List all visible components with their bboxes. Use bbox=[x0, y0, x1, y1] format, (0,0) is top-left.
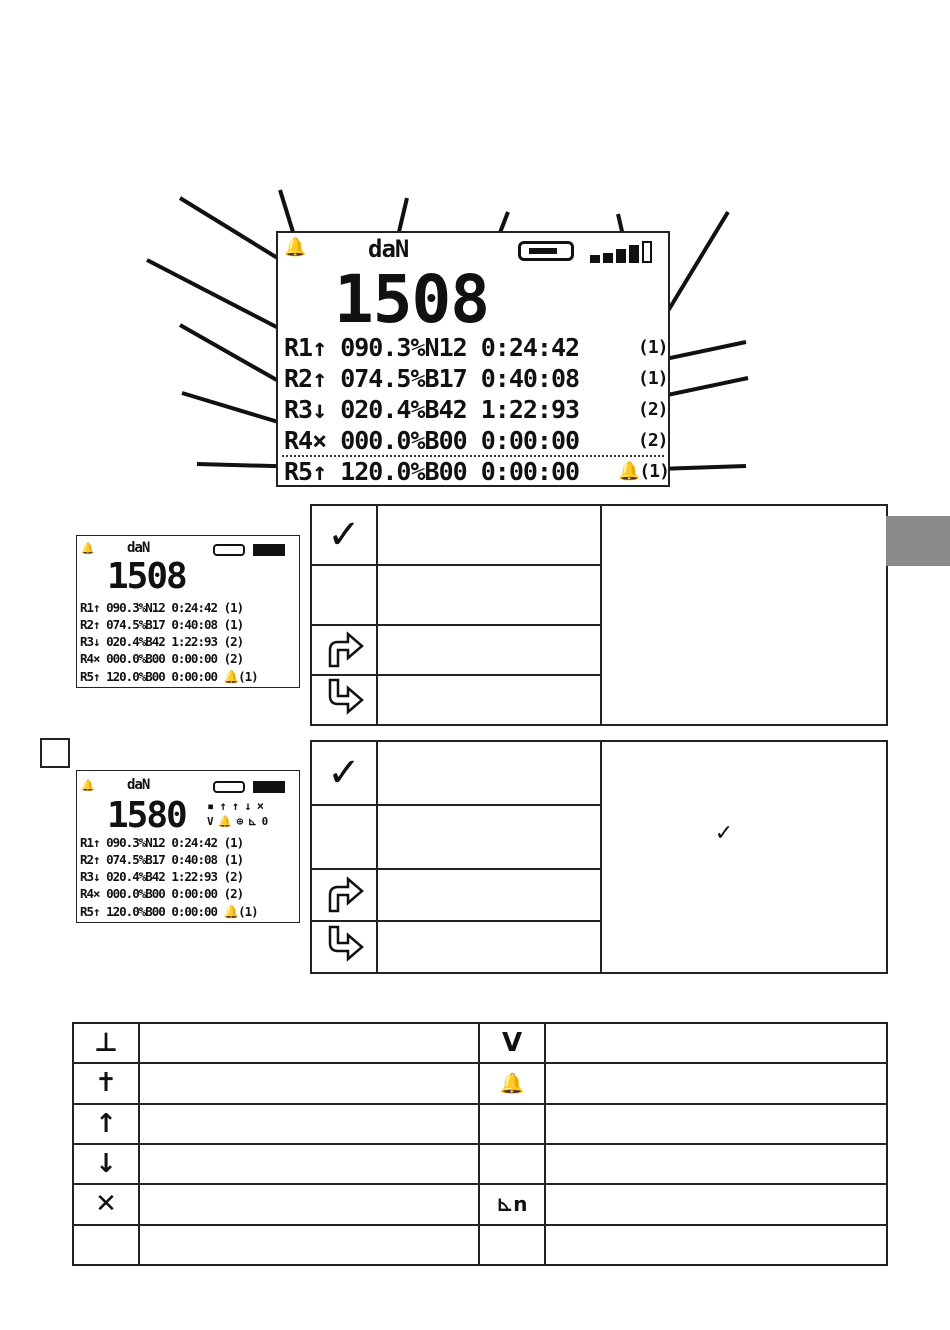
row-2: R2↑ 074.5%B17 0:40:08 (1) bbox=[80, 852, 244, 867]
arrow-up-icon[interactable] bbox=[311, 625, 377, 675]
row-3: R3↓ 020.4%B42 1:22:93 (2) bbox=[80, 869, 244, 884]
row-4: R4× 000.0%B00 0:00:00 (2) bbox=[80, 886, 244, 901]
legend-icon-v: V bbox=[479, 1023, 545, 1063]
row-5: R5↑ 120.0%B00 0:00:00 🔔(1) bbox=[80, 669, 258, 684]
step-marker-box bbox=[40, 738, 70, 768]
confirm-check-icon[interactable]: ✓ bbox=[311, 741, 377, 805]
big-load-value: 1508 bbox=[334, 261, 489, 338]
menu-text-cell bbox=[377, 625, 601, 675]
menu-description-cell bbox=[601, 741, 887, 973]
legend-icon-hook-n: ⊾n bbox=[479, 1184, 545, 1224]
legend-icon-arrow-up: ↑ bbox=[73, 1104, 139, 1144]
row-3: R3↓ 020.4%B42 1:22:93 (2) bbox=[80, 634, 244, 649]
row-5: R5↑ 120.0%B00 0:00:00 bbox=[284, 457, 580, 486]
row-4: R4× 000.0%B00 0:00:00 bbox=[284, 426, 580, 455]
legend-text bbox=[139, 1104, 479, 1144]
legend-text bbox=[545, 1144, 887, 1184]
row-1: R1↑ 090.3%N12 0:24:42 bbox=[284, 333, 580, 362]
row-3: R3↓ 020.4%B42 1:22:93 bbox=[284, 395, 580, 424]
legend-icon-empty bbox=[479, 1225, 545, 1265]
side-icons-bottom: V 🔔 ⊕ ⊾ 0 bbox=[207, 815, 268, 828]
empty-icon-cell bbox=[311, 565, 377, 625]
legend-text bbox=[545, 1225, 887, 1265]
legend-icon-cross: ✕ bbox=[73, 1184, 139, 1224]
menu-text-cell bbox=[377, 505, 601, 565]
menu-text-cell bbox=[377, 921, 601, 973]
small-lcd-display-2 bbox=[76, 770, 300, 923]
legend-text bbox=[545, 1063, 887, 1103]
bell-icon: 🔔 bbox=[81, 779, 94, 792]
section-tab bbox=[886, 516, 950, 566]
row-2: R2↑ 074.5%B17 0:40:08 (1) bbox=[80, 617, 244, 632]
legend-icon-bell: 🔔 bbox=[479, 1063, 545, 1103]
signal-strength-icon bbox=[253, 544, 293, 556]
menu-text-cell bbox=[377, 805, 601, 869]
row-5-tag: 🔔(1) bbox=[618, 461, 669, 482]
menu-table-2 bbox=[310, 740, 888, 974]
row-2-tag: (1) bbox=[638, 368, 668, 389]
side-icons-top: ▪ ↑ ↑ ↓ × bbox=[207, 799, 264, 813]
confirm-check-icon[interactable]: ✓ bbox=[311, 505, 377, 565]
menu-text-cell bbox=[377, 869, 601, 921]
legend-text bbox=[139, 1144, 479, 1184]
big-load-value: 1508 bbox=[107, 556, 186, 597]
menu-table-1 bbox=[310, 504, 888, 726]
row-1: R1↑ 090.3%N12 0:24:42 (1) bbox=[80, 600, 244, 615]
menu-text-cell bbox=[377, 675, 601, 725]
signal-strength-icon bbox=[590, 241, 662, 263]
signal-strength-icon bbox=[253, 781, 293, 793]
arrow-up-icon[interactable] bbox=[311, 869, 377, 921]
battery-icon bbox=[213, 781, 245, 793]
legend-text bbox=[139, 1225, 479, 1265]
arrow-down-icon[interactable] bbox=[311, 921, 377, 973]
big-load-value: 1580 bbox=[107, 795, 186, 836]
row-4-tag: (2) bbox=[638, 430, 668, 451]
row-1: R1↑ 090.3%N12 0:24:42 (1) bbox=[80, 835, 244, 850]
legend-text bbox=[139, 1023, 479, 1063]
legend-icon-up-weight: ✝ bbox=[73, 1063, 139, 1103]
legend-text bbox=[545, 1184, 887, 1224]
bell-icon: 🔔 bbox=[284, 237, 306, 258]
row-1-tag: (1) bbox=[638, 337, 668, 358]
row-4: R4× 000.0%B00 0:00:00 (2) bbox=[80, 651, 244, 666]
small-lcd-display-1 bbox=[76, 535, 300, 688]
main-lcd-display bbox=[276, 231, 670, 487]
arrow-down-icon[interactable] bbox=[311, 675, 377, 725]
menu-text-cell bbox=[377, 741, 601, 805]
empty-icon-cell bbox=[311, 805, 377, 869]
legend-icon-empty bbox=[479, 1104, 545, 1144]
legend-text bbox=[545, 1023, 887, 1063]
legend-text bbox=[139, 1184, 479, 1224]
menu-text-cell bbox=[377, 565, 601, 625]
row-5: R5↑ 120.0%B00 0:00:00 🔔(1) bbox=[80, 904, 258, 919]
unit-label: daN bbox=[127, 540, 150, 556]
legend-icon-arrow-down: ↓ bbox=[73, 1144, 139, 1184]
row-2: R2↑ 074.5%B17 0:40:08 bbox=[284, 364, 580, 393]
battery-icon bbox=[518, 241, 574, 261]
description-check-icon: ✓ bbox=[714, 820, 734, 846]
legend-icon-empty bbox=[479, 1144, 545, 1184]
bell-icon: 🔔 bbox=[81, 542, 94, 555]
icon-legend-table bbox=[72, 1022, 888, 1266]
legend-icon-empty bbox=[73, 1225, 139, 1265]
row-3-tag: (2) bbox=[638, 399, 668, 420]
legend-text bbox=[545, 1104, 887, 1144]
battery-icon bbox=[213, 544, 245, 556]
legend-icon-down-weight: ⊥ bbox=[73, 1023, 139, 1063]
unit-label: daN bbox=[368, 235, 409, 263]
menu-description-cell bbox=[601, 505, 887, 725]
unit-label: daN bbox=[127, 777, 150, 793]
legend-text bbox=[139, 1063, 479, 1103]
